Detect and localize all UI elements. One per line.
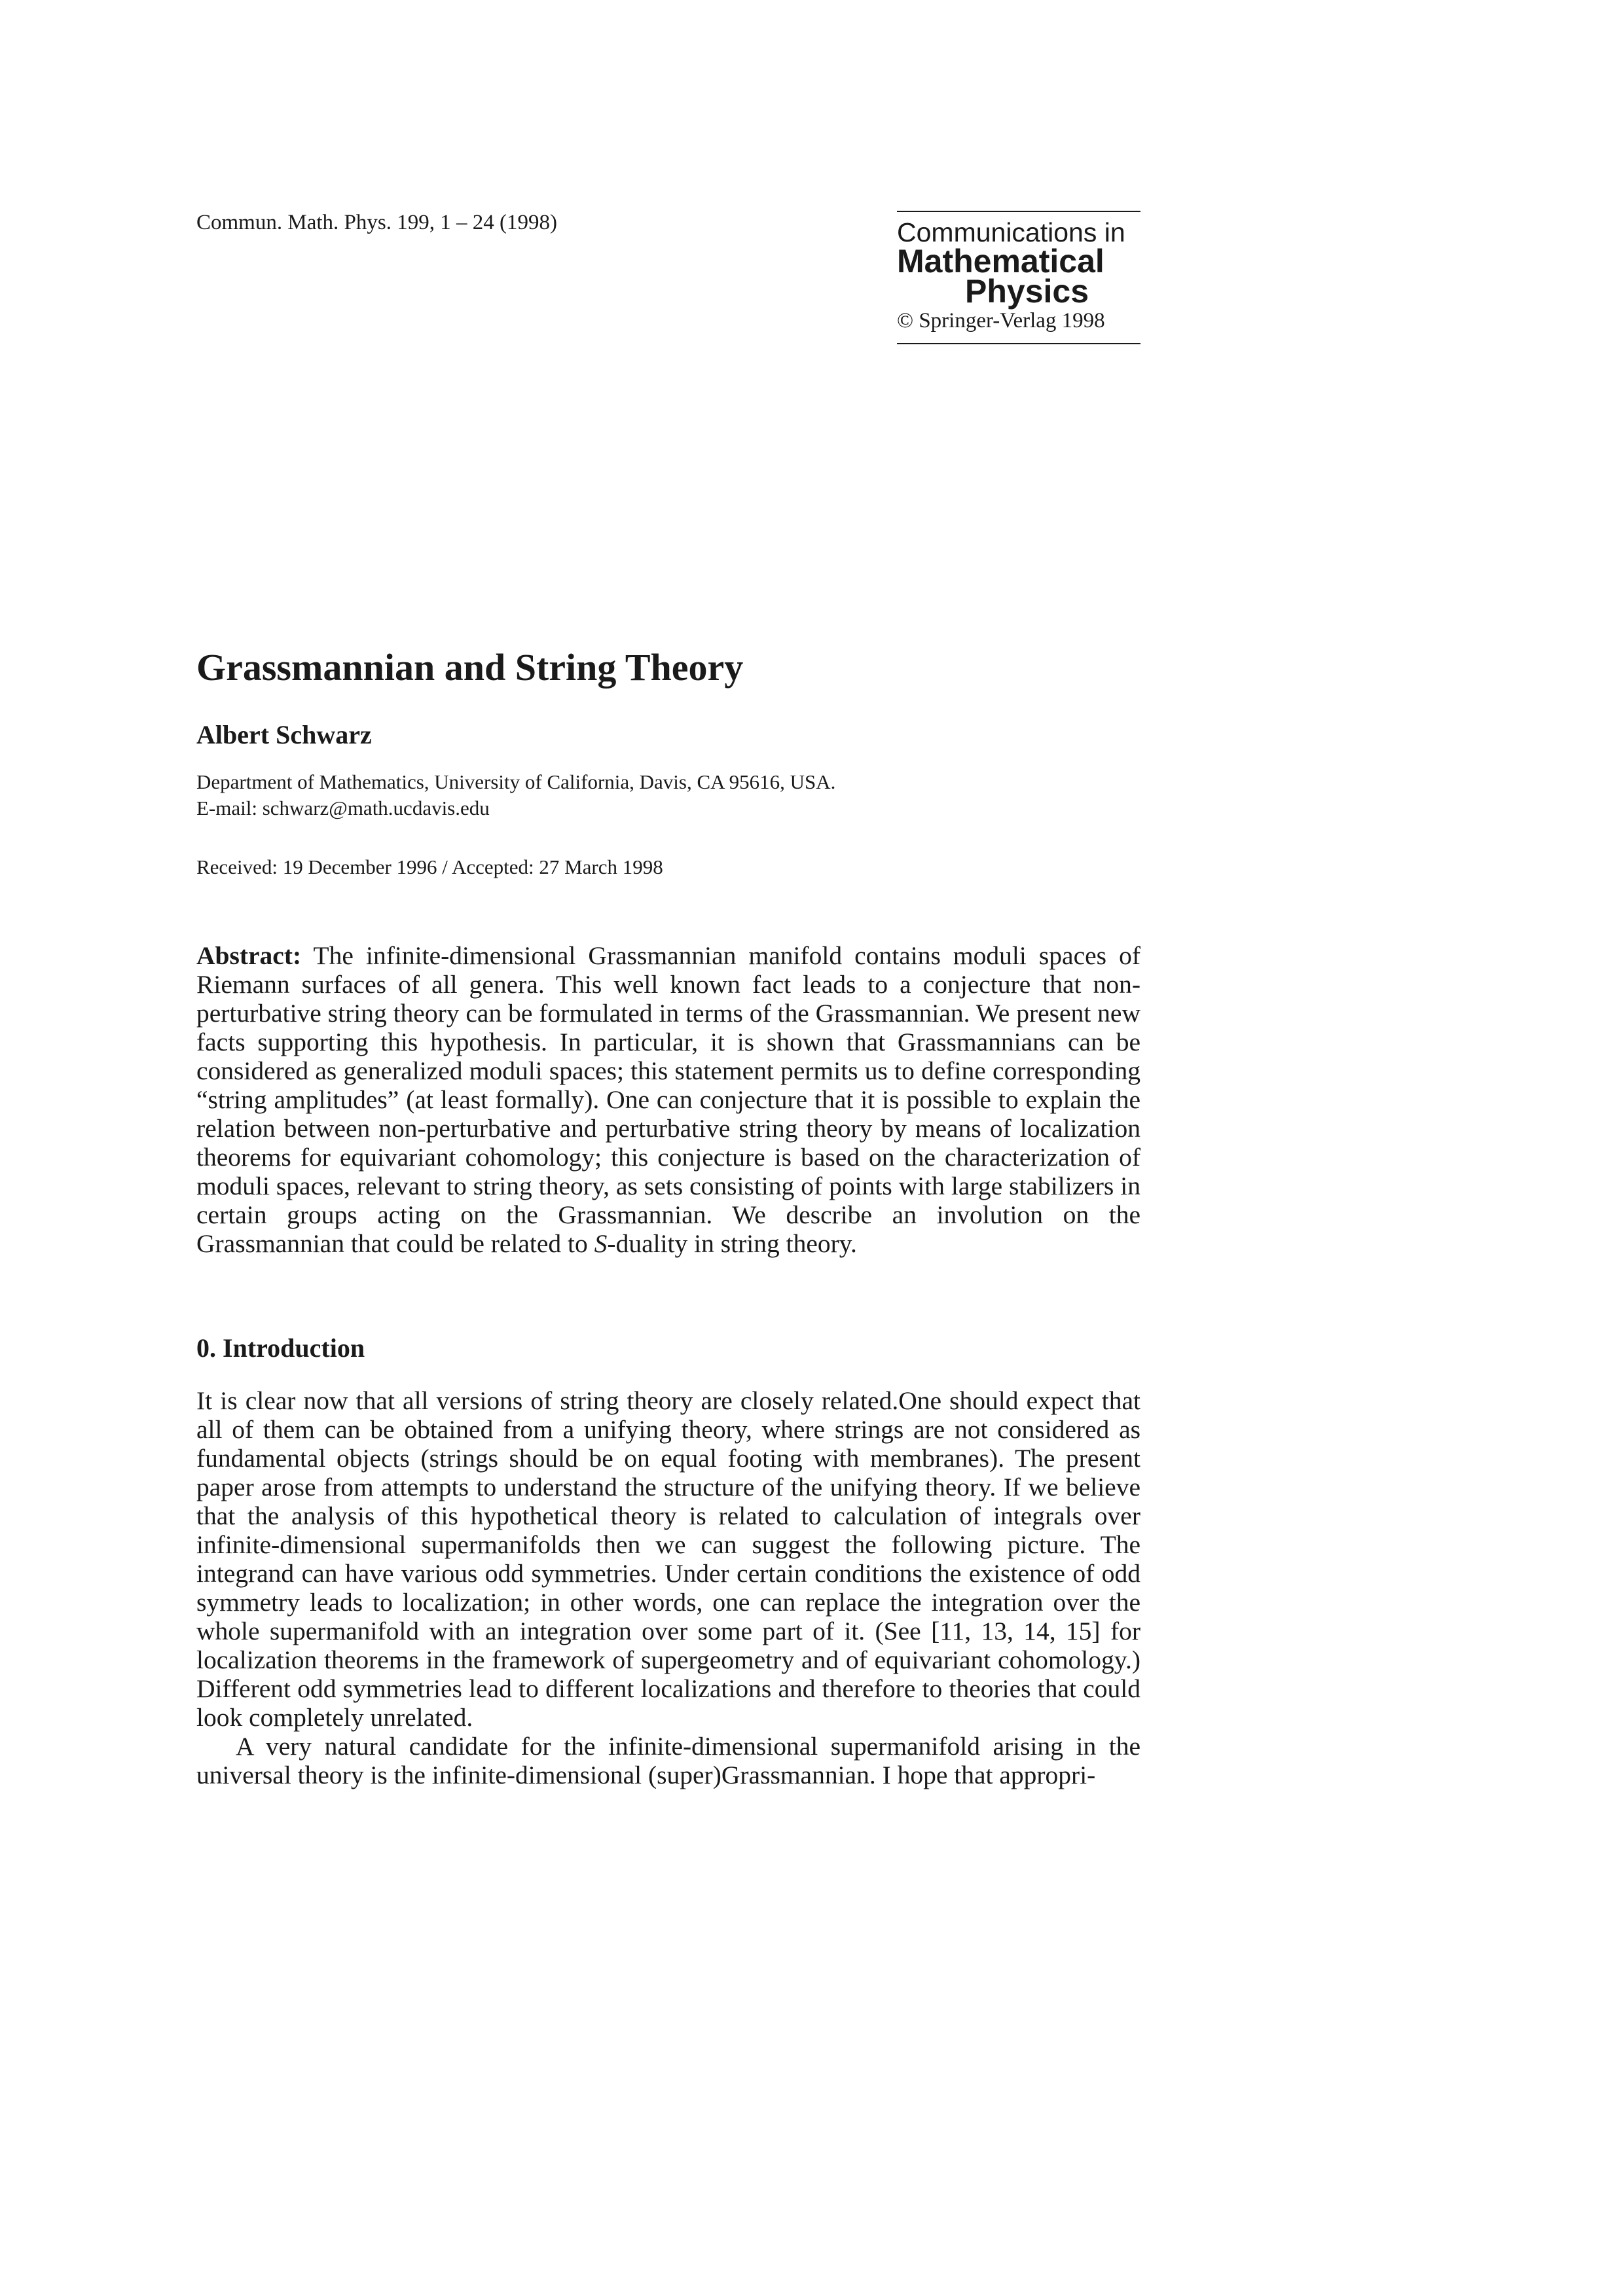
paper-title: Grassmannian and String Theory bbox=[196, 646, 744, 689]
journal-copyright: © Springer-Verlag 1998 bbox=[897, 309, 1105, 332]
journal-citation: Commun. Math. Phys. 199, 1 – 24 (1998) bbox=[196, 211, 557, 234]
author-affiliation bbox=[196, 769, 835, 821]
affiliation-address: Department of Mathematics, University of California, Davis, CA 95616, USA. bbox=[196, 770, 836, 793]
affiliation-email: E-mail: schwarz@math.ucdavis.edu bbox=[196, 797, 490, 819]
introduction-paragraph-1: It is clear now that all versions of string theory are closely related.One should expect that all of them can be obtained from a unifying theory, where strings are not considered as fundamental objects (strings should be on equal footing with membranes). The present paper arose from attempts to understand the structure of the unifying theory. If we believe that the analysis of this hypothetical theory is related to calculation of integrals over infinite-dimensional supermanifolds then we can suggest the following picture. The integrand can have various odd symmetries. Under certain conditions the existence of odd symmetry leads to localization; in other words, one can replace the integration over the whole supermanifold with an integration over some part of it. (See [11, 13, 14, 15] for localization theorems in the framework of supergeometry and of equivariant cohomology.) Different odd symmetries lead to different localizations and therefore to theories that could look completely unrelated. bbox=[196, 1386, 1140, 1732]
abstract-label: Abstract: bbox=[196, 941, 302, 970]
journal-name-line3: Physics bbox=[965, 273, 1089, 310]
abstract-text-part2: -duality in string theory. bbox=[607, 1229, 857, 1258]
introduction-paragraph-2: A very natural candidate for the infinite-dimensional supermanifold arising in the universal theory is the infinite-dimensional (super)Grassmannian. I hope that appropri- bbox=[196, 1732, 1140, 1789]
introduction-body bbox=[196, 1386, 1140, 1789]
section-heading-introduction: 0. Introduction bbox=[196, 1333, 365, 1363]
abstract bbox=[196, 941, 1140, 1258]
received-accepted-dates: Received: 19 December 1996 / Accepted: 27 March 1998 bbox=[196, 855, 663, 878]
abstract-math-symbol: S bbox=[594, 1229, 608, 1258]
journal-name-line1: Communications in bbox=[897, 217, 1125, 247]
author-name: Albert Schwarz bbox=[196, 720, 372, 749]
journal-name-line2: Mathematical bbox=[897, 243, 1104, 279]
journal-masthead bbox=[897, 211, 1140, 344]
abstract-text-part1: The infinite-dimensional Grassmannian manifold contains moduli spaces of Riemann surfaces of all genera. This well known fact leads to a conjecture that non-perturbative string theory can be formulated in terms of the Grassmannian. We present new facts supporting this hypothesis. In particular, it is shown that Grassmannians can be considered as generalized moduli spaces; this statement permits us to define corresponding “string amplitudes” (at least formally). One can conjecture that it is possible to explain the relation between non-perturbative and perturbative string theory by means of localization theorems for equivariant cohomology; this conjecture is based on the characterization of moduli spaces, relevant to string theory, as sets consisting of points with large stabilizers in certain groups acting on the Grassmannian. We describe an involution on the Grassmannian that could be related to bbox=[196, 941, 1140, 1258]
